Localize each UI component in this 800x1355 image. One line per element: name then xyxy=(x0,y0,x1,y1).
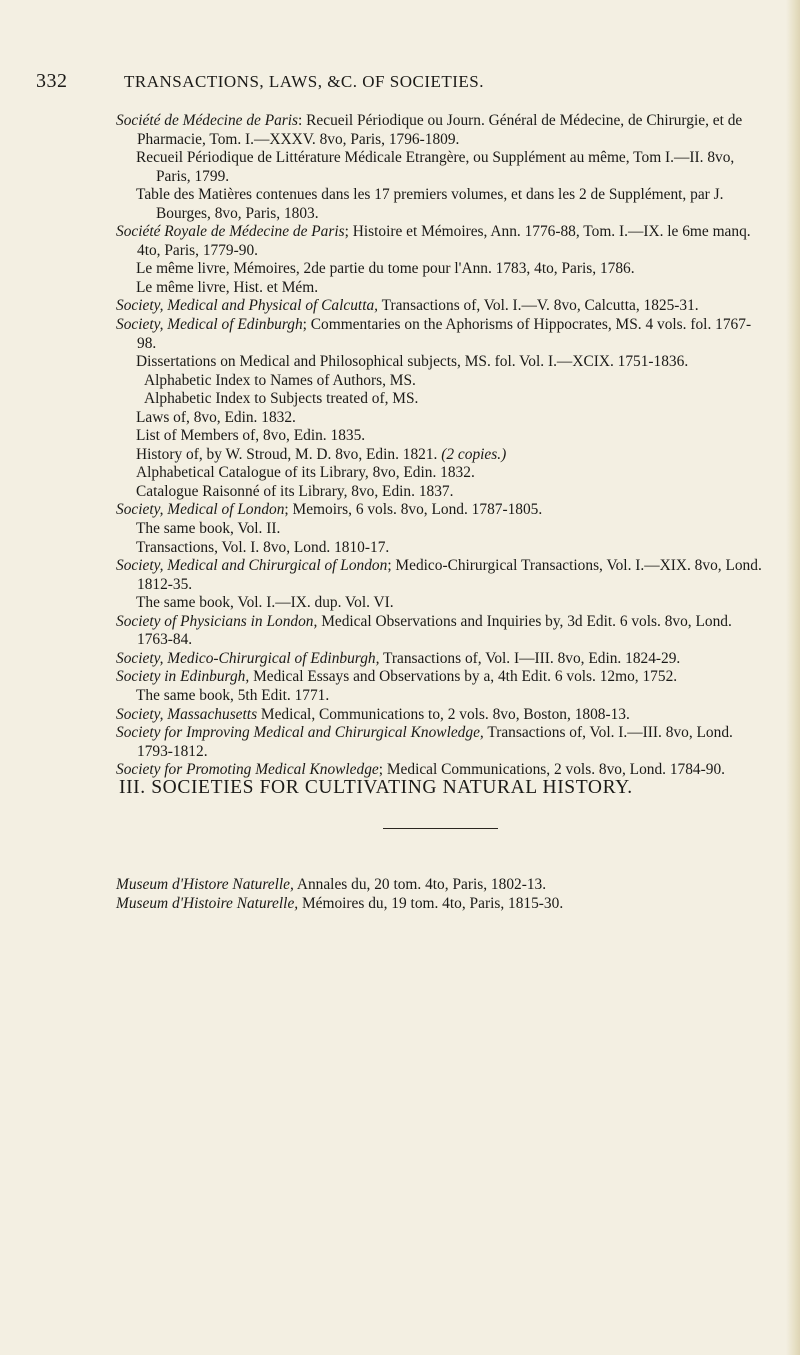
list-item xyxy=(116,724,766,761)
entry-text: ; Commentaries on the Aphorisms of Hippocrates, MS. 4 vols. fol. 1767-98. xyxy=(137,316,752,352)
entry-text: Transactions of, Vol. I.—V. 8vo, Calcutta, 1825-31. xyxy=(378,297,699,315)
page-number: 332 xyxy=(36,70,68,92)
list-item xyxy=(116,316,766,353)
entry-title: Society, Massachusetts xyxy=(116,705,258,723)
entry-title: Society, Medico-Chirurgical of Edinburgh, xyxy=(116,649,380,667)
entry-title: Society for Promoting Medical Knowledge xyxy=(116,761,379,779)
entry-text: : Recueil Périodique ou Journ. Général de Médecine, de Chirurgie, et de Pharmacie, Tom. I.—XXXV. 8vo, Paris, 1796-1809. xyxy=(137,112,743,148)
entry-title: Société de Médecine de Paris xyxy=(116,112,299,129)
page-edge xyxy=(786,0,800,1355)
entry-text: Dissertations on Medical and Philosophical subjects, MS. fol. Vol. I.—XCIX. 1751-1836. xyxy=(136,353,689,371)
entry-note: (2 copies.) xyxy=(441,445,507,463)
list-item xyxy=(116,223,766,260)
entry-title: Society, Medical of Edinburgh xyxy=(116,316,303,334)
entry-text: ; Histoire et Mémoires, Ann. 1776-88, Tom. I.—IX. le 6me manq. 4to, Paris, 1779-90. xyxy=(137,223,751,259)
list-item xyxy=(116,297,766,316)
entry-text: ; Medico-Chirurgical Transactions, Vol. I.—XIX. 8vo, Lond. 1812-35. xyxy=(137,557,762,593)
list-item xyxy=(116,446,766,465)
list-item xyxy=(116,112,766,149)
list-item xyxy=(116,186,766,223)
list-item xyxy=(116,427,766,446)
list-item xyxy=(116,613,766,650)
list-item xyxy=(116,594,766,613)
list-item xyxy=(116,650,766,669)
entry-list xyxy=(116,112,766,780)
list-item xyxy=(116,279,766,298)
list-item xyxy=(116,557,766,594)
list-item xyxy=(116,409,766,428)
list-item xyxy=(116,539,766,558)
entry-text: Mémoires du, 19 tom. 4to, Paris, 1815-30. xyxy=(298,894,564,912)
entry-text: Alphabetic Index to Names of Authors, MS. xyxy=(144,371,416,389)
list-item xyxy=(116,483,766,502)
section-title: III. SOCIETIES FOR CULTIVATING NATURAL HISTORY. xyxy=(119,777,633,798)
entry-text: The same book, Vol. II. xyxy=(136,520,281,538)
entry-text: ; Memoirs, 6 vols. 8vo, Lond. 1787-1805. xyxy=(284,501,543,519)
entry-text: Le même livre, Mémoires, 2de partie du tome pour l'Ann. 1783, 4to, Paris, 1786. xyxy=(136,260,635,278)
list-item xyxy=(116,353,766,372)
list-item xyxy=(116,520,766,539)
entry-title: Society, Medical of London xyxy=(116,501,285,519)
entry-text: Table des Matières contenues dans les 17 premiers volumes, et dans les 2 de Supplément, par J. Bourges, 8vo, Paris, 1803. xyxy=(136,186,724,222)
list-item xyxy=(116,260,766,279)
list-item xyxy=(116,501,766,520)
list-item xyxy=(116,687,766,706)
entry-text: Medical Essays and Observations by a, 4th Edit. 6 vols. 12mo, 1752. xyxy=(249,668,678,686)
entry-text: Alphabetical Catalogue of its Library, 8vo, Edin. 1832. xyxy=(136,464,475,482)
list-item xyxy=(116,706,766,725)
museum-list xyxy=(116,876,796,913)
entry-title: Society, Medical and Chirurgical of London xyxy=(116,557,388,575)
entry-title: Museum d'Histore Naturelle, xyxy=(116,876,294,893)
list-item xyxy=(116,372,766,391)
entry-text: Transactions of, Vol. I—III. 8vo, Edin. 1824-29. xyxy=(379,649,681,667)
entry-text: Recueil Périodique de Littérature Médicale Etrangère, ou Supplément au même, Tom I.—II. 8vo, Paris, 1799. xyxy=(136,149,735,185)
entry-text: Annales du, 20 tom. 4to, Paris, 1802-13. xyxy=(293,876,547,893)
entry-text: Le même livre, Hist. et Mém. xyxy=(136,278,319,296)
entry-title: Société Royale de Médecine de Paris xyxy=(116,223,345,241)
entry-text: History of, by W. Stroud, M. D. 8vo, Edin. 1821. xyxy=(136,445,442,463)
entry-text: Transactions, Vol. I. 8vo, Lond. 1810-17. xyxy=(136,538,390,556)
list-item xyxy=(116,895,796,914)
list-item xyxy=(116,149,766,186)
entry-text: List of Members of, 8vo, Edin. 1835. xyxy=(136,427,366,445)
list-item xyxy=(116,464,766,483)
entry-text: Laws of, 8vo, Edin. 1832. xyxy=(136,408,296,426)
entry-title: Society for Improving Medical and Chirurgical Knowledge, xyxy=(116,724,484,742)
entry-text: ; Medical Communications, 2 vols. 8vo, Lond. 1784-90. xyxy=(378,761,725,779)
entry-text: The same book, Vol. I.—IX. dup. Vol. VI. xyxy=(136,594,394,612)
entry-title: Society of Physicians in London, xyxy=(116,612,318,630)
entry-text: Catalogue Raisonné of its Library, 8vo, Edin. 1837. xyxy=(136,482,454,500)
entry-title: Museum d'Histoire Naturelle, xyxy=(116,894,299,912)
entry-text: Medical, Communications to, 2 vols. 8vo, Boston, 1808-13. xyxy=(257,705,630,723)
running-title: TRANSACTIONS, LAWS, &C. OF SOCIETIES. xyxy=(124,72,484,91)
section-divider xyxy=(383,828,498,829)
entry-title: Society in Edinburgh, xyxy=(116,668,250,686)
entry-text: Medical Observations and Inquiries by, 3d Edit. 6 vols. 8vo, Lond. 1763-84. xyxy=(137,612,732,649)
list-item xyxy=(116,390,766,409)
entry-text: Transactions of, Vol. I.—III. 8vo, Lond. 1793-1812. xyxy=(137,724,733,760)
list-item xyxy=(116,668,766,687)
entry-text: The same book, 5th Edit. 1771. xyxy=(136,686,330,704)
list-item xyxy=(116,876,796,895)
entry-title: Society, Medical and Physical of Calcutta, xyxy=(116,297,379,315)
entry-text: Alphabetic Index to Subjects treated of, MS. xyxy=(144,390,419,408)
